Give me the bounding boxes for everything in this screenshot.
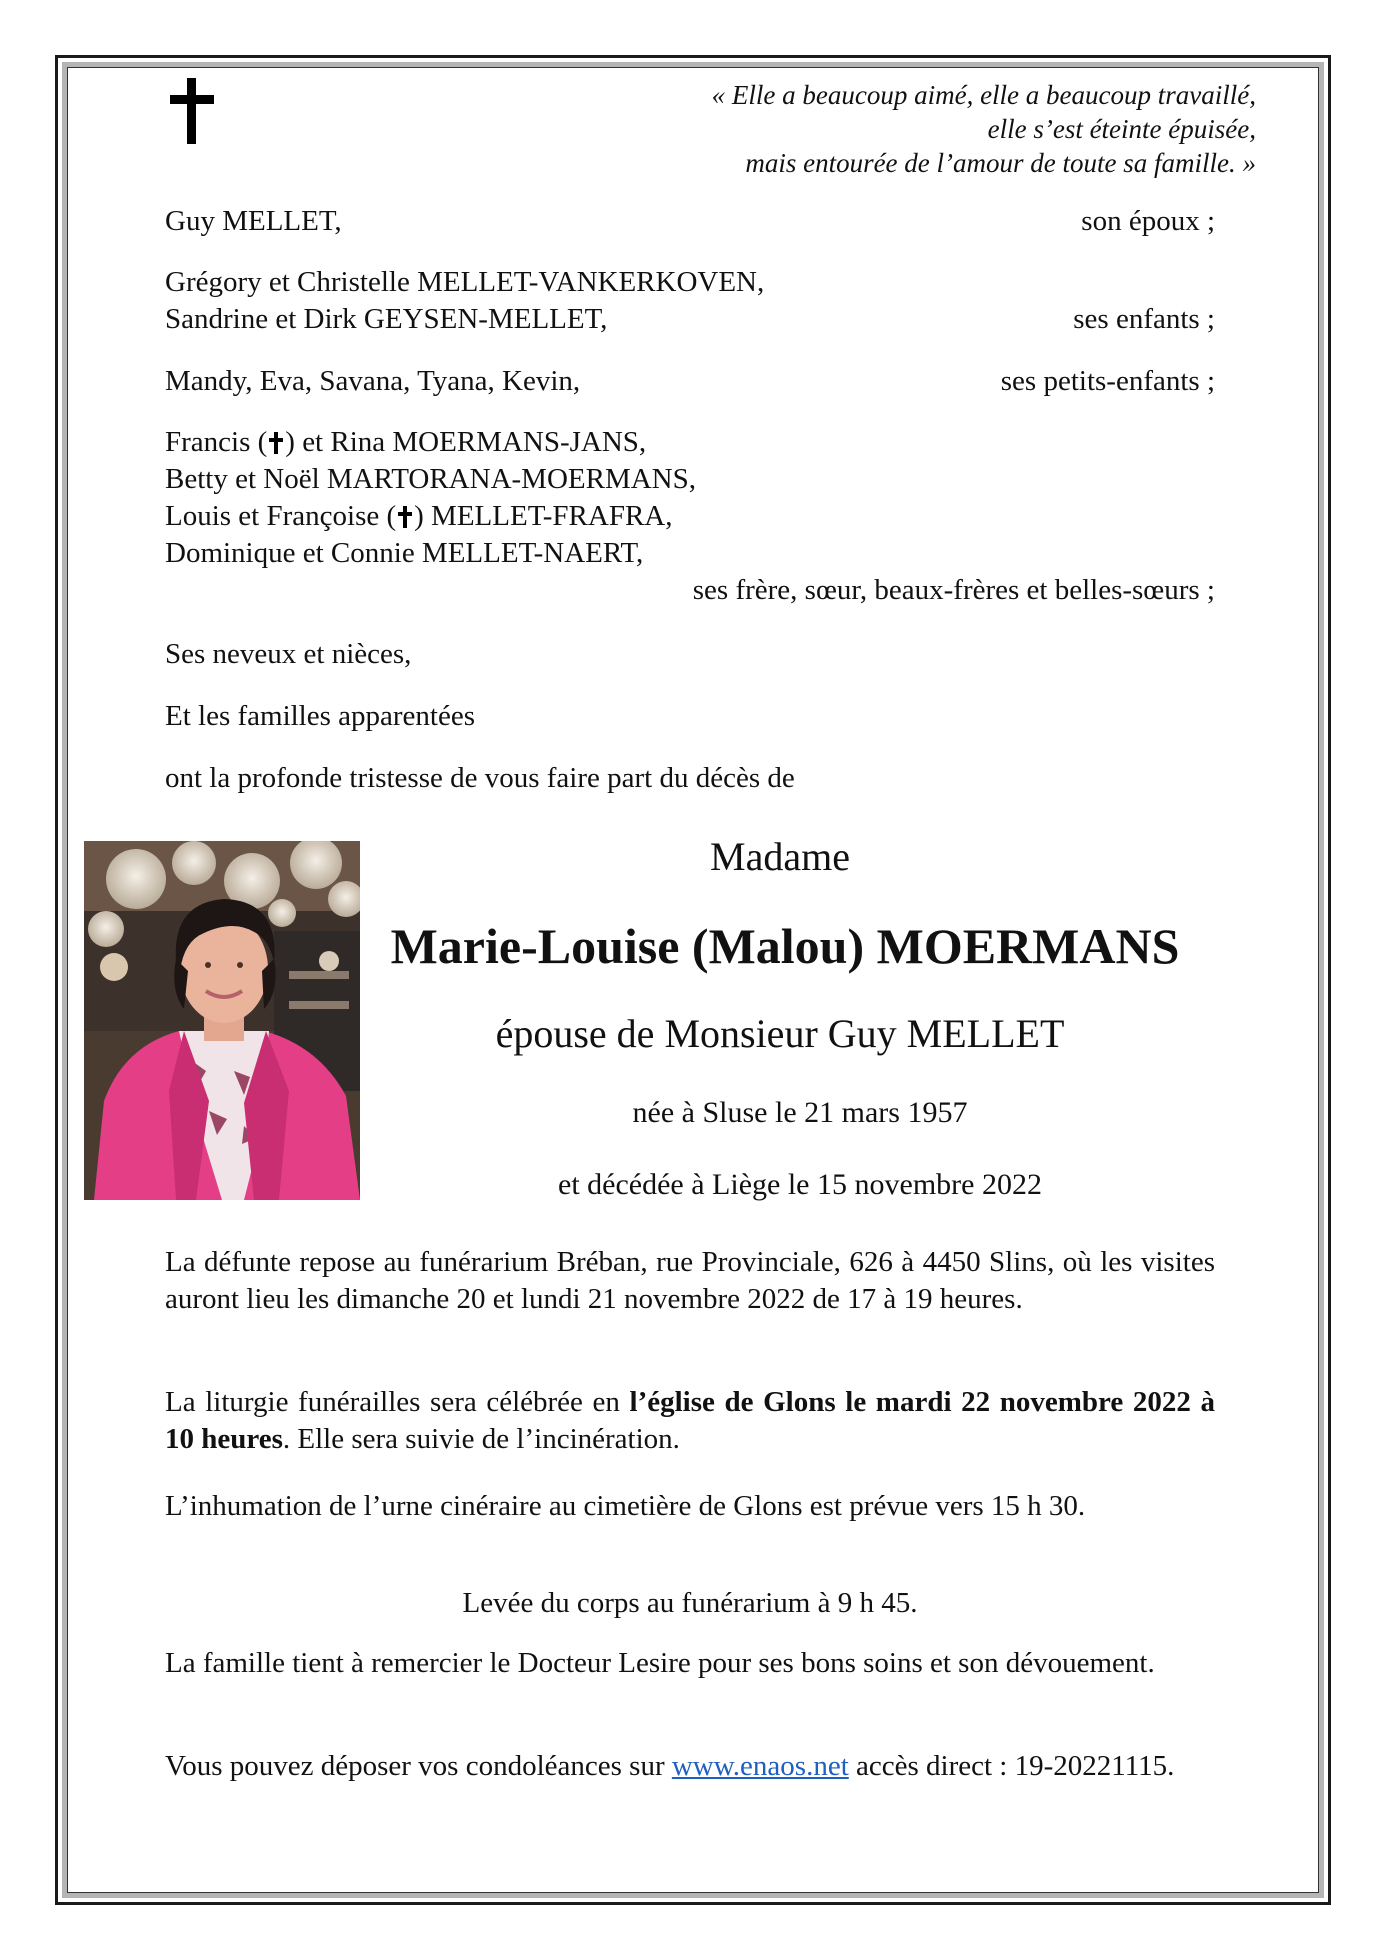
quote-line: mais entourée de l’amour de toute sa famille. » (745, 148, 1256, 178)
quote-line: « Elle a beaucoup aimé, elle a beaucoup travaillé, (711, 80, 1256, 110)
deceased-death: et décédée à Liège le 15 novembre 2022 (558, 1168, 1042, 1201)
funeral-paragraph: La liturgie funérailles sera célébrée en l’église de Glons le mardi 22 novembre 2022 à 10 heures. Elle sera suivie de l’incinération. (165, 1386, 1215, 1455)
condolences-link[interactable]: www.enaos.net (671, 1750, 849, 1782)
grandchildren-names: Mandy, Eva, Savana, Tyana, Kevin, (165, 365, 581, 397)
spouse-name: Guy MELLET, (165, 205, 342, 237)
grandchildren-row (165, 363, 1215, 400)
children-relation: ses enfants ; (1073, 303, 1215, 335)
small-cross-icon (269, 432, 283, 454)
deceased-title: Madame (710, 834, 850, 879)
siblings-block (165, 424, 1215, 609)
siblings-relation: ses frère, sœur, beaux-frères et belles-sœurs ; (692, 574, 1215, 606)
nephews-line: Ses neveux et nièces, (165, 638, 412, 670)
deceased-photo (84, 841, 360, 1200)
condolences-paragraph: Vous pouvez déposer vos condoléances sur www.enaos.net accès direct : 19-20221115. (165, 1750, 1175, 1782)
children-block (165, 264, 1215, 338)
announcement-line: ont la profonde tristesse de vous faire part du décès de (165, 762, 795, 794)
visitation-paragraph: La défunte repose au funérarium Bréban, rue Provinciale, 626 à 4450 Slins, où les visites auront lieu les dimanche 20 et lundi 21 novembre 2022 de 17 à 19 heures. (165, 1246, 1215, 1315)
thanks-paragraph: La famille tient à remercier le Docteur Lesire pour ses bons soins et son dévouement. (165, 1647, 1155, 1679)
spouse-relation: son époux ; (1081, 205, 1215, 237)
sibling-line: Betty et Noël MARTORANA-MOERMANS, (165, 463, 697, 495)
children-line: Sandrine et Dirk GEYSEN-MELLET, (165, 303, 608, 335)
funeral-location: l’église de Glons le mardi 22 novembre 2022 à 10 heures (165, 1386, 1215, 1455)
grandchildren-relation: ses petits-enfants ; (1000, 365, 1215, 397)
spouse-row (165, 203, 1215, 240)
sibling-line: Dominique et Connie MELLET-NAERT, (165, 537, 644, 569)
cross-icon (170, 78, 214, 144)
epitaph-quote (712, 78, 1256, 180)
deceased-spouse: épouse de Monsieur Guy MELLET (495, 1011, 1065, 1056)
small-cross-icon (398, 506, 412, 528)
relatives-line: Et les familles apparentées (165, 700, 476, 732)
deceased-name: Marie-Louise (Malou) MOERMANS (390, 918, 1180, 974)
children-line: Grégory et Christelle MELLET-VANKERKOVEN, (165, 266, 765, 298)
procession-line: Levée du corps au funérarium à 9 h 45. (462, 1587, 918, 1619)
quote-line: elle s’est éteinte épuisée, (987, 114, 1256, 144)
burial-paragraph: L’inhumation de l’urne cinéraire au cimetière de Glons est prévue vers 15 h 30. (165, 1490, 1086, 1522)
sibling-line: Francis ( ) et Rina MOERMANS-JANS, (165, 426, 647, 458)
sibling-line: Louis et Françoise ( ) MELLET-FRAFRA, (165, 500, 673, 532)
deceased-birth: née à Sluse le 21 mars 1957 (632, 1096, 968, 1129)
